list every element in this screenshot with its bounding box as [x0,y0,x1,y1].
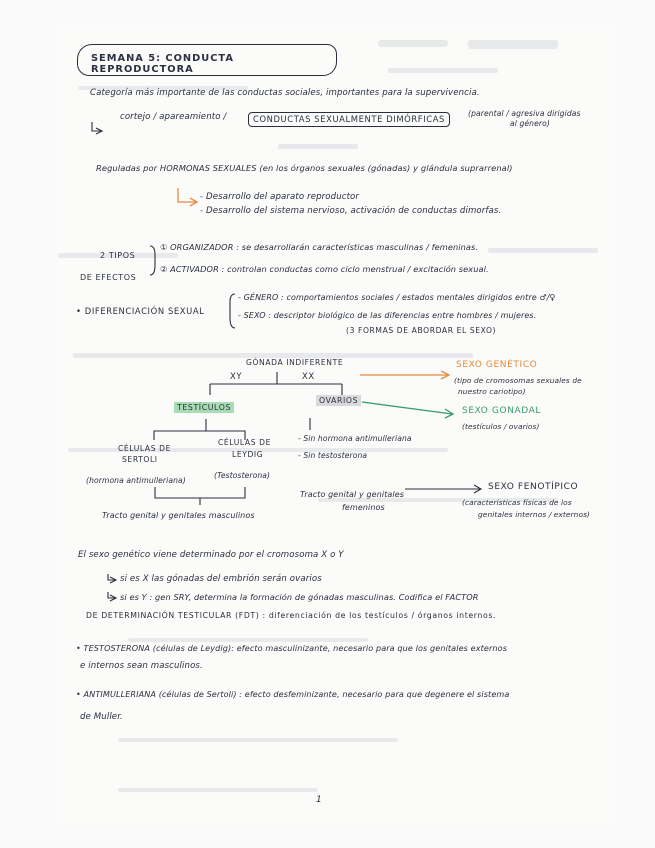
sertoli-line-1: CÉLULAS DE [118,444,171,453]
page-number: 1 [316,795,322,805]
gonada-indiferente: GÓNADA INDIFERENTE [246,358,344,367]
leydig-line-1: CÉLULAS DE [218,438,271,447]
testosterona-line-2: e internos sean masculinos. [80,661,203,671]
leydig-line-2: LEYDIG [232,450,264,459]
antimulleriana-line-2: de Muller. [80,712,123,722]
ovarios-label: OVARIOS [316,395,361,406]
efectos-label-2: DE EFECTOS [80,273,137,282]
sexo-text: - SEXO : descriptor biológico de las diferencias entre hombres / mujeres. [238,311,537,320]
tracto-femenino-2: femeninos [342,503,385,512]
efectos-label-1: 2 TIPOS [100,251,136,260]
sexo-fenotipico-label: SEXO FENOTÍPICO [488,482,579,492]
hormonas-item-2: - Desarrollo del sistema nervioso, activación de conductas dimorfas. [200,206,502,216]
sexo-genetico-note-1: (tipo de cromosomas sexuales de [454,376,582,385]
antimulleriana-line-1: • ANTIMULLERIANA (células de Sertoli) : efecto desfeminizante, necesario para que degenere el sistema [76,689,510,699]
sexo-gonadal-label: SEXO GONADAL [462,406,542,416]
cortejo-note-2: al género) [510,119,550,128]
leydig-line-3: (Testosterona) [214,471,271,480]
title-box [77,44,337,76]
hormonas-line: Reguladas por HORMONAS SEXUALES (en los órganos sexuales (gónadas) y glándula suprarrenal) [96,163,513,173]
dimorficas-box: CONDUCTAS SEXUALMENTE DIMÓRFICAS [248,112,450,127]
xy-label: XY [230,371,243,381]
sexo-gonadal-note: (testículos / ovarios) [462,422,540,431]
activador-text: ② ACTIVADOR : controlan conductas como ciclo menstrual / excitación sexual. [160,264,489,274]
testiculos-label: TESTÍCULOS [174,402,234,413]
cortejo-prefix: cortejo / apareamiento / [120,112,227,122]
sexo-fenotipico-note-1: (características físicas de los [462,498,572,507]
hormonas-item-1: - Desarrollo del aparato reproductor [200,192,360,202]
cortejo-note-1: (parental / agresiva dirigidas [468,109,581,118]
tracto-femenino-1: Tracto genital y genitales [300,490,405,499]
sin-testosterona: - Sin testosterona [298,451,368,460]
intro-text: Categoría más importante de las conductas sociales, importantes para la supervivencia. [90,88,480,98]
organizador-text: ① ORGANIZADOR : se desarrollarán características masculinas / femeninas. [160,242,479,252]
sexo-genetico-note-2: nuestro cariotipo) [458,387,526,396]
xx-label: XX [302,371,315,381]
sexo-fenotipico-note-2: genitales internos / externos) [478,510,591,519]
genetico-line-2: si es X las gónadas del embrión serán ovarios [120,574,322,584]
formas-text: (3 FORMAS DE ABORDAR EL SEXO) [346,326,497,335]
page-title: SEMANA 5: CONDUCTA REPRODUCTORA [91,53,234,75]
genero-text: - GÉNERO : comportamientos sociales / estados mentales dirigidos entre ♂/♀ [238,293,556,302]
testosterona-line-1: • TESTOSTERONA (células de Leydig): efecto masculinizante, necesario para que los genitales externos [76,643,508,653]
genetico-line-1: El sexo genético viene determinado por el cromosoma X o Y [78,550,344,560]
genetico-line-3: si es Y : gen SRY, determina la formación de gónadas masculinas. Codifica el FACTOR [120,592,479,602]
sertoli-line-3: (hormona antimulleriana) [86,476,186,485]
tracto-masculino: Tracto genital y genitales masculinos [102,511,255,520]
sexo-genetico-label: SEXO GENÉTICO [456,360,538,370]
sertoli-line-2: SERTOLI [122,455,158,464]
diferenciacion-label: • DIFERENCIACIÓN SEXUAL [76,306,205,316]
genetico-line-4: DE DETERMINACIÓN TESTICULAR (FDT) : diferenciación de los testículos / órganos internos. [86,611,497,620]
sin-hormona: - Sin hormona antimulleriana [298,434,412,443]
